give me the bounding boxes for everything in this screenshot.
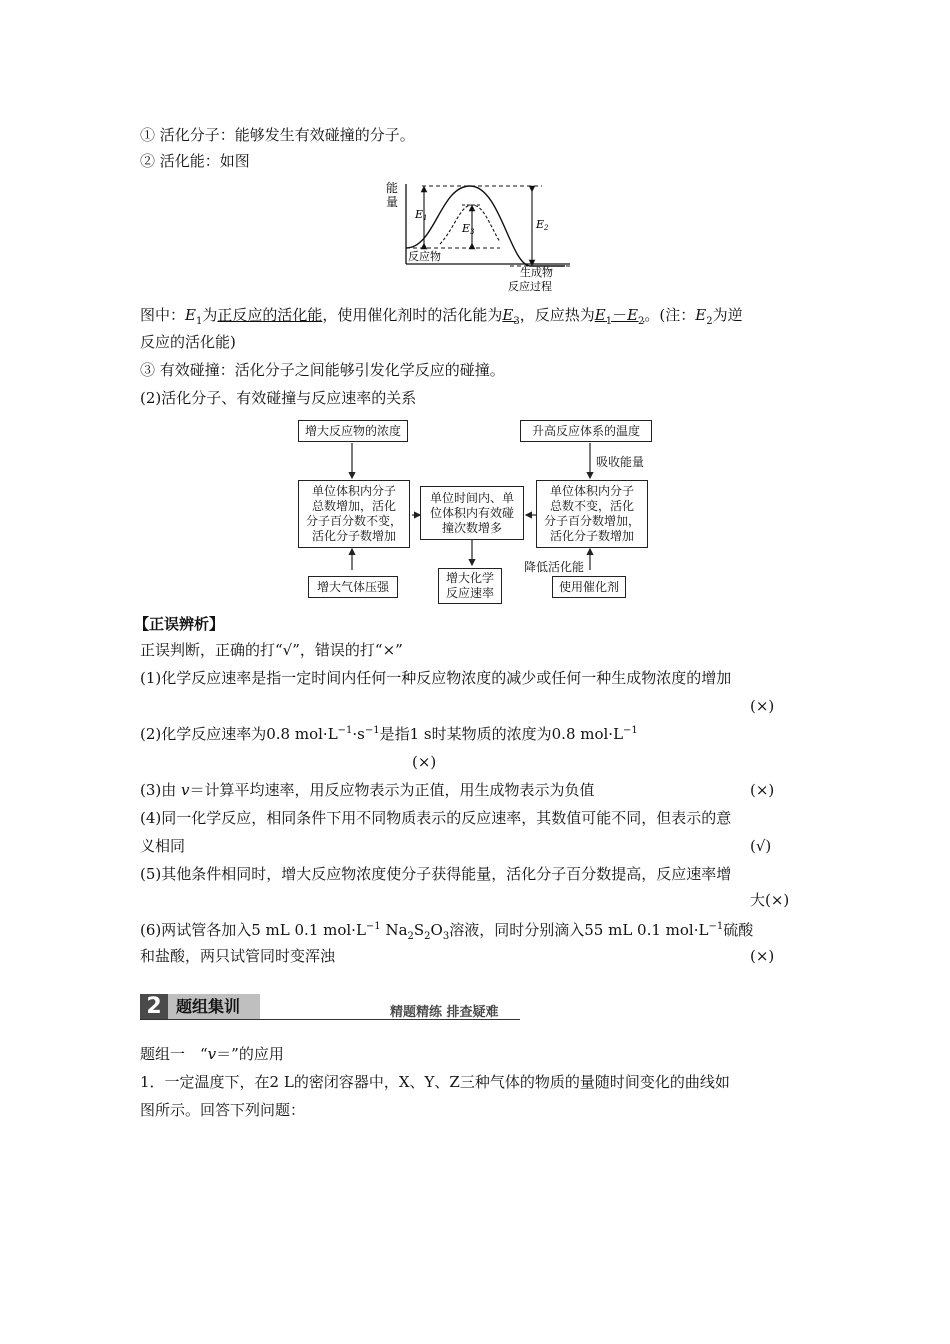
question-4-answer: (√) (750, 837, 772, 855)
item-activation-energy: ② 活化能：如图 (140, 152, 250, 170)
problem-1: 1．一定温度下，在2 L的密闭容器中，X、Y、Z三种气体的物质的量随时间变化的曲线如 (140, 1073, 730, 1091)
section-banner-subtitle: 精题精练 排查疑难 (390, 1005, 499, 1020)
box-increase-pressure: 增大气体压强 (308, 576, 398, 598)
product-label: 生成物 (520, 266, 553, 279)
box-use-catalyst: 使用催化剂 (552, 576, 626, 598)
y-axis-label: 能 (386, 181, 399, 195)
section-number-badge: 2 (140, 994, 168, 1020)
section-2-title: (2)活化分子、有效碰撞与反应速率的关系 (140, 389, 417, 407)
reactant-label: 反应物 (408, 250, 441, 263)
question-6-line2: 和盐酸，两只试管同时变浑浊 (140, 947, 336, 965)
problem-1-line2: 图所示。回答下列问题： (140, 1101, 306, 1119)
box-middle-effect: 单位时间内、单 位体积内有效碰 撞次数增多 (420, 486, 524, 540)
correction-title: 【正误辨析】 (134, 615, 225, 633)
e1-label: E1 (415, 208, 428, 222)
question-1-answer: (×) (750, 697, 775, 715)
box-increase-concentration: 增大反应物的浓度 (298, 420, 408, 442)
item-activated-molecule: ① 活化分子：能够发生有效碰撞的分子。 (140, 126, 415, 144)
box-raise-temperature: 升高反应体系的温度 (520, 420, 652, 442)
question-4: (4)同一化学反应，相同条件下用不同物质表示的反应速率，其数值可能不同，但表示的意 (140, 809, 732, 827)
energy-diagram (380, 178, 580, 296)
y-axis-label-2: 量 (386, 195, 399, 209)
question-3-answer: (×) (750, 781, 775, 799)
e3-label: E3 (462, 222, 475, 236)
diagram-caption: 图中：$E_1$为正反应的活化能，使用催化剂时的活化能为$E_3$，反应热为$E_1-E_2$。(注：$E_2$为逆 (140, 306, 743, 327)
instructions: 正误判断，正确的打“√”，错误的打“×” (140, 641, 403, 659)
group-1-title: 题组一 “v＝”的应用 (140, 1045, 284, 1063)
item-effective-collision: ③ 有效碰撞：活化分子之间能够引发化学反应的碰撞。 (140, 361, 505, 379)
section-banner-title: 题组集训 (168, 994, 260, 1020)
x-axis-label: 反应过程 (508, 280, 552, 293)
e2-label: E2 (536, 218, 549, 232)
lower-activation-label: 降低活化能 (524, 560, 585, 574)
box-right-effect: 单位体积内分子 总数不变，活化 分子百分数增加， 活化分子数增加 (536, 480, 648, 548)
question-5: (5)其他条件相同时，增大反应物浓度使分子获得能量，活化分子百分数提高，反应速率增 (140, 865, 732, 883)
question-1: (1)化学反应速率是指一定时间内任何一种反应物浓度的减少或任何一种生成物浓度的增加 (140, 669, 732, 687)
question-6-answer: (×) (750, 947, 775, 965)
absorb-energy-label: 吸收能量 (596, 455, 645, 469)
question-5-line2: 大(×) (750, 891, 790, 909)
question-2-answer: (×) (412, 753, 437, 771)
caption-line2: 反应的活化能) (140, 333, 236, 351)
question-6: (6)两试管各加入5 mL 0.1 $mol\cdot L^{-1}$ $Na_2S_2O_3$溶液，同时分别滴入55 mL 0.1 $mol\cdot L^{-1}$硫酸 (140, 921, 754, 942)
box-left-effect: 单位体积内分子 总数增加，活化 分子百分数不变， 活化分子数增加 (298, 480, 410, 548)
question-3: (3)由 v＝计算平均速率，用反应物表示为正值，用生成物表示为负值 (140, 781, 595, 799)
box-increase-rate: 增大化学 反应速率 (438, 568, 502, 604)
banner-divider (140, 1019, 520, 1020)
question-2: (2)化学反应速率为0.8 $mol\cdot L^{-1}\cdot s^{-1}$是指1 s时某物质的浓度为0.8 $mol\cdot L^{-1}$ (140, 725, 638, 743)
question-4-line2: 义相同 (140, 837, 186, 855)
